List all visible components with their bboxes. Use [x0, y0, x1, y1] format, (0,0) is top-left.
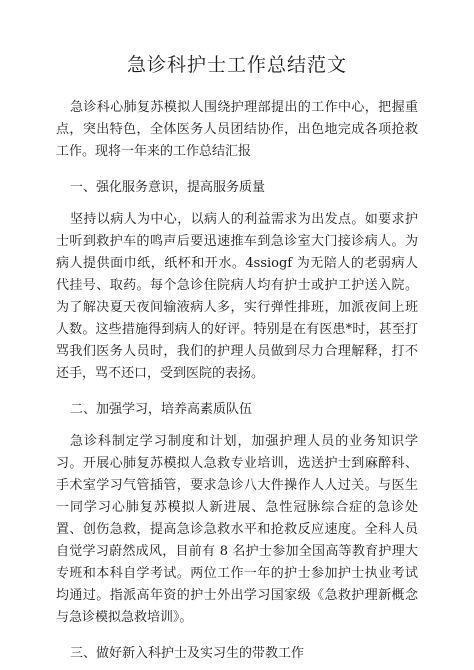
section-heading-2: 二、加强学习，培养高素质队伍: [70, 402, 253, 417]
section-body-1: 坚持以病人为中心，以病人的利益需求为出发点。如要求护士听到救护车的鸣声后要迅速推车到急诊室大门接诊病人。为病人提供面巾纸，纸杯和开水。4ssiogf 为无陪人的老弱病人代挂号、取药。每个急诊住院病人均有护士或护工护送入院。为了解决夏天夜间输液病人多，实行弹性排班，加派夜间上班人数。这些措施得到病人的好评。特别是在有医患*时，甚至打骂我们医务人员时，我们的护理人员做到尽力合理解释，打不还手，骂不还口，受到医院的表扬。: [56, 212, 418, 381]
document-title: 急诊科护士工作总结范文: [126, 54, 347, 76]
section-heading-1: 一、强化服务意识，提高服务质量: [70, 180, 266, 195]
intro-paragraph: 急诊科心肺复苏模拟人围绕护理部提出的工作中心，把握重点，突出特色，全体医务人员团结协作，出色地完成各项抢救工作。现将一年来的工作总结汇报: [56, 100, 418, 159]
section-body-2: 急诊科制定学习制度和计划，加强护理人员的业务知识学习。开展心肺复苏模拟人急救专业培训，选送护士到麻醉科、手术室学习气管插管，要求急诊八大件操作人人过关。与医生一同学习心肺复苏模拟人新进展、急性冠脉综合症的急诊处置、创伤急救，提高急诊急救水平和抢救反应速度。全科人员自觉学习蔚然成风，目前有 8 名护士参加全国高等教育护理大专班和本科自学考试。两位工作一年的护士参加护士执业考试均通过。指派高年资的护士外出学习国家级《急救护理新概念与急诊模拟急救培训》。: [56, 434, 418, 625]
section-heading-3: 三、做好新入科护士及实习生的带教工作: [70, 646, 305, 661]
